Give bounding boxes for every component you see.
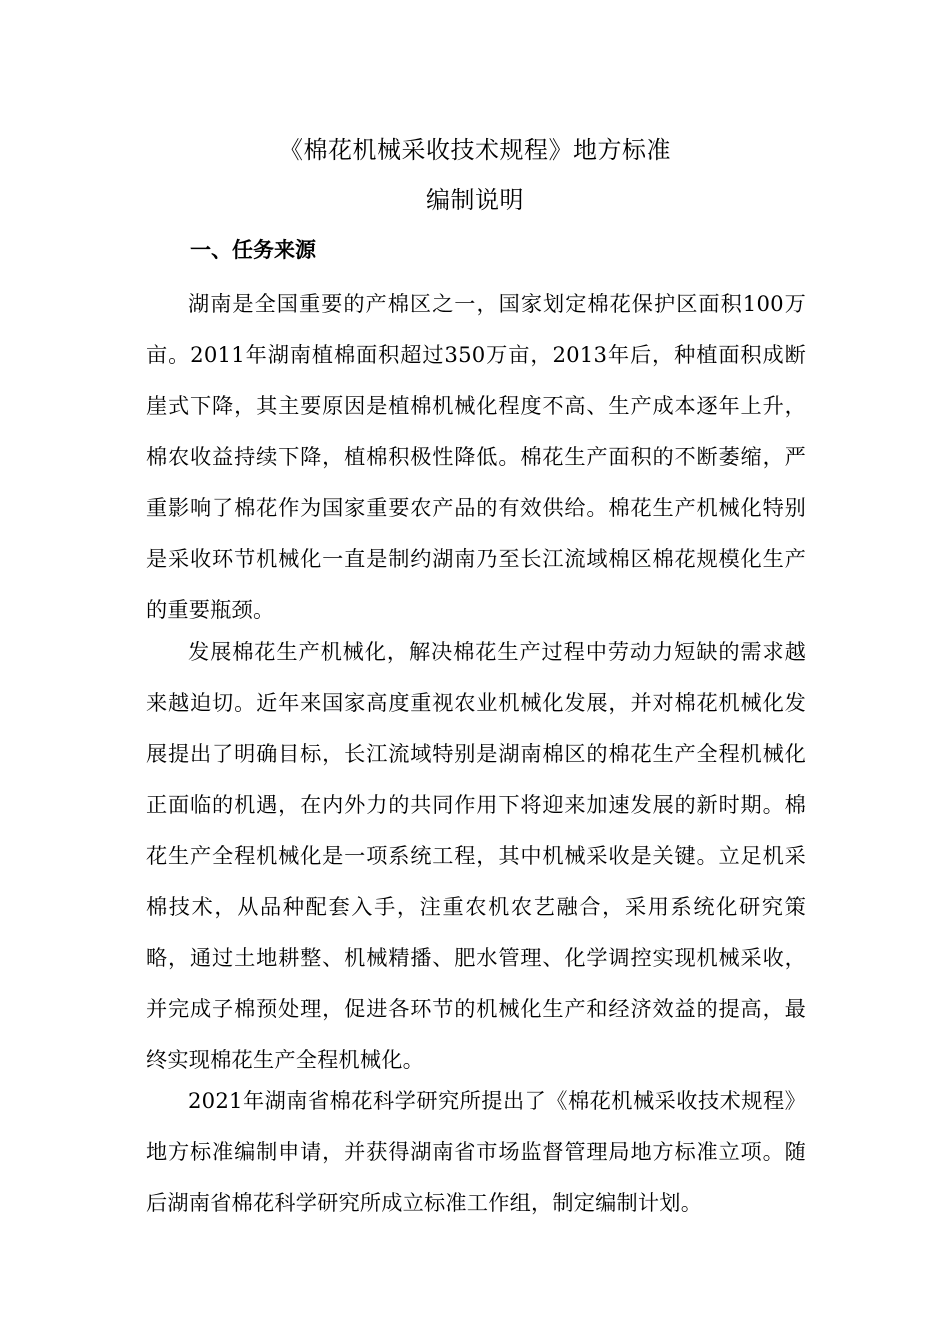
document-subtitle: 编制说明 bbox=[426, 186, 524, 214]
paragraph-1: 湖南是全国重要的产棉区之一，国家划定棉花保护区面积100万亩。2011年湖南植棉面积超过350万亩，2013年后，种植面积成断崖式下降，其主要原因是植棉机械化程度不高、生产成本逐年上升，棉农收益持续下降，植棉积极性降低。棉花生产面积的不断萎缩，严重影响了棉花作为国家重要农产品的有效供给。棉花生产机械化特别是采收环节机械化一直是制约湖南乃至长江流域棉区棉花规模化生产的重要瓶颈。 bbox=[146, 291, 806, 622]
paragraph-2: 发展棉花生产机械化，解决棉花生产过程中劳动力短缺的需求越来越迫切。近年来国家高度重视农业机械化发展，并对棉花机械化发展提出了明确目标，长江流域特别是湖南棉区的棉花生产全程机械化正面临的机遇，在内外力的共同作用下将迎来加速发展的新时期。棉花生产全程机械化是一项系统工程，其中机械采收是关键。立足机采棉技术，从品种配套入手，注重农机农艺融合，采用系统化研究策略，通过土地耕整、机械精播、肥水管理、化学调控实现机械采收，并完成子棉预处理，促进各环节的机械化生产和经济效益的提高，最终实现棉花生产全程机械化。 bbox=[146, 639, 806, 1072]
paragraph-3: 2021年湖南省棉花科学研究所提出了《棉花机械采收技术规程》地方标准编制申请，并获得湖南省市场监督管理局地方标准立项。随后湖南省棉花科学研究所成立标准工作组，制定编制计划。 bbox=[146, 1088, 806, 1215]
section-heading: 一、任务来源 bbox=[190, 238, 316, 262]
document-title: 《棉花机械采收技术规程》地方标准 bbox=[279, 136, 671, 164]
